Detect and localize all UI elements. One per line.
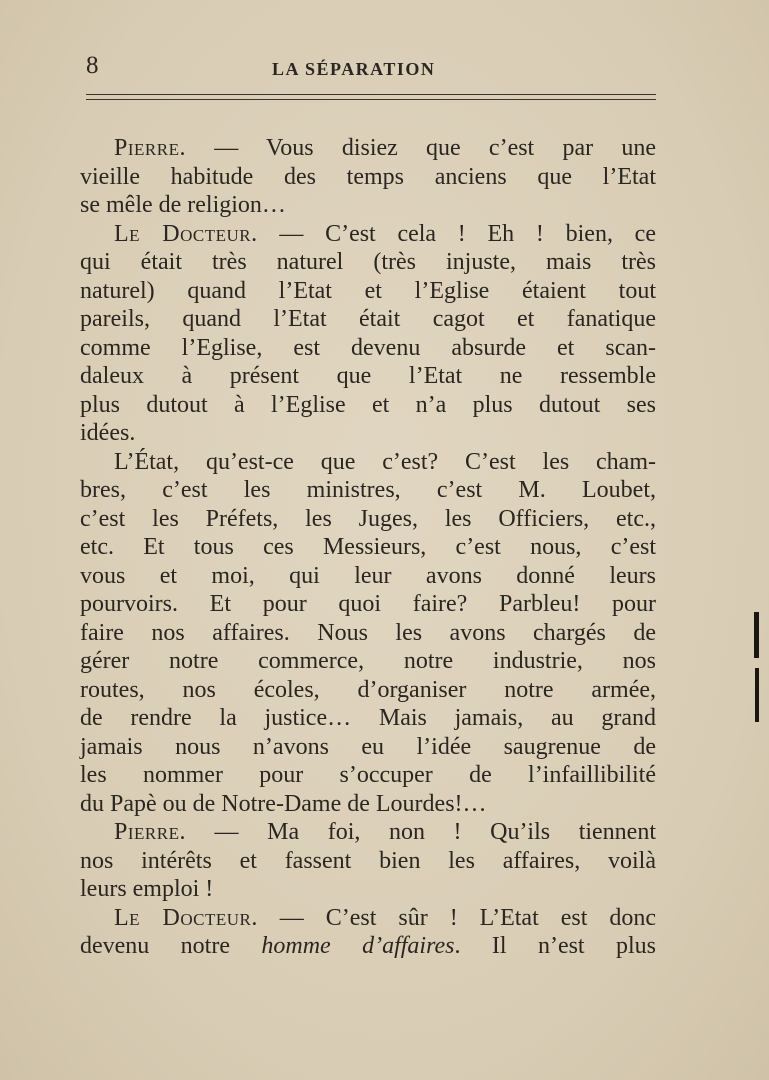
text-line xyxy=(80,277,656,306)
text-line xyxy=(80,391,656,420)
line-text: — Ma foi, non ! Qu’ils tiennent xyxy=(185,819,656,845)
text-line xyxy=(80,134,656,163)
text-line xyxy=(80,163,656,192)
text-line xyxy=(80,647,656,676)
line-text: bres, c’est les ministres, c’est M. Loubet, xyxy=(80,477,656,503)
text-line xyxy=(80,818,656,847)
text-line xyxy=(80,191,656,220)
text-line xyxy=(80,932,656,961)
running-title: LA SÉPARATION xyxy=(272,59,436,79)
text-line xyxy=(80,362,656,391)
line-text: vous et moi, qui leur avons donné leurs xyxy=(80,562,656,589)
line-text: comme l’Eglise, est devenu absurde et scan- xyxy=(80,334,656,361)
line-text-after: . Il n’est plus xyxy=(454,933,656,959)
line-text: pareils, quand l’Etat était cagot et fanatique xyxy=(80,306,656,332)
line-text: de rendre la justice… Mais jamais, au grand xyxy=(80,705,656,731)
page-number: 8 xyxy=(86,52,99,79)
text-line xyxy=(80,448,656,477)
text-line xyxy=(80,790,656,819)
text-line xyxy=(80,305,656,334)
line-text: nos intérêts et fassent bien les affaires, voilà xyxy=(80,847,656,874)
text-line xyxy=(80,248,656,277)
line-text: L’État, qu’est-ce que c’est? C’est les cham- xyxy=(114,448,656,475)
line-text: devenu notre xyxy=(80,933,262,959)
body-text xyxy=(80,134,656,961)
text-line xyxy=(80,533,656,562)
line-text: daleux à présent que l’Etat ne ressemble xyxy=(80,363,656,389)
text-line xyxy=(80,875,656,904)
line-text: idées. xyxy=(80,420,136,446)
text-line xyxy=(80,761,656,790)
speaker-name: Le Docteur. xyxy=(114,220,258,247)
italic-text: homme d’affaires xyxy=(261,933,455,959)
line-text: qui était très naturel (très injuste, mais très xyxy=(80,249,656,275)
page-header xyxy=(86,52,656,92)
line-text: etc. Et tous ces Messieurs, c’est nous, c’est xyxy=(80,534,656,560)
line-text: — C’est cela ! Eh ! bien, ce xyxy=(257,220,656,247)
text-line xyxy=(80,676,656,705)
header-rule-top xyxy=(86,94,656,95)
text-line xyxy=(80,476,656,505)
text-line xyxy=(80,704,656,733)
text-line xyxy=(80,904,656,933)
line-text: — Vous disiez que c’est par une xyxy=(185,135,656,161)
line-text: faire nos affaires. Nous les avons chargés de xyxy=(80,619,656,646)
speaker-name: Le Docteur. xyxy=(114,904,258,931)
text-line xyxy=(80,590,656,619)
text-line xyxy=(80,562,656,591)
speaker-name: Pierre. xyxy=(114,819,186,845)
header-rule-bottom xyxy=(86,99,656,100)
line-text: plus dutout à l’Eglise et n’a plus dutout ses xyxy=(80,391,656,418)
text-line xyxy=(80,419,656,448)
text-line xyxy=(80,334,656,363)
text-line xyxy=(80,847,656,876)
line-text: naturel) quand l’Etat et l’Eglise étaient tout xyxy=(80,277,656,304)
line-text: se mêle de religion… xyxy=(80,192,286,218)
page-edge-mark xyxy=(754,612,759,658)
text-line xyxy=(80,505,656,534)
line-text: pourvoirs. Et pour quoi faire? Parbleu! pour xyxy=(80,591,656,617)
line-text: les nommer pour s’occuper de l’infaillibilité xyxy=(80,762,656,788)
text-line xyxy=(80,733,656,762)
speaker-name: Pierre. xyxy=(114,135,186,161)
line-text: jamais nous n’avons eu l’idée saugrenue de xyxy=(80,733,656,760)
line-text: routes, nos écoles, d’organiser notre armée, xyxy=(80,676,656,703)
page-edge-mark xyxy=(755,668,759,722)
text-line xyxy=(80,220,656,249)
line-text: vieille habitude des temps anciens que l’Etat xyxy=(80,163,656,190)
line-text: du Papè ou de Notre-Dame de Lourdes!… xyxy=(80,790,487,817)
line-text: leurs emploi ! xyxy=(80,876,214,902)
line-text: gérer notre commerce, notre industrie, nos xyxy=(80,648,656,674)
text-line xyxy=(80,619,656,648)
line-text: c’est les Préfets, les Juges, les Officiers, etc., xyxy=(80,505,656,532)
line-text: — C’est sûr ! L’Etat est donc xyxy=(257,904,656,931)
